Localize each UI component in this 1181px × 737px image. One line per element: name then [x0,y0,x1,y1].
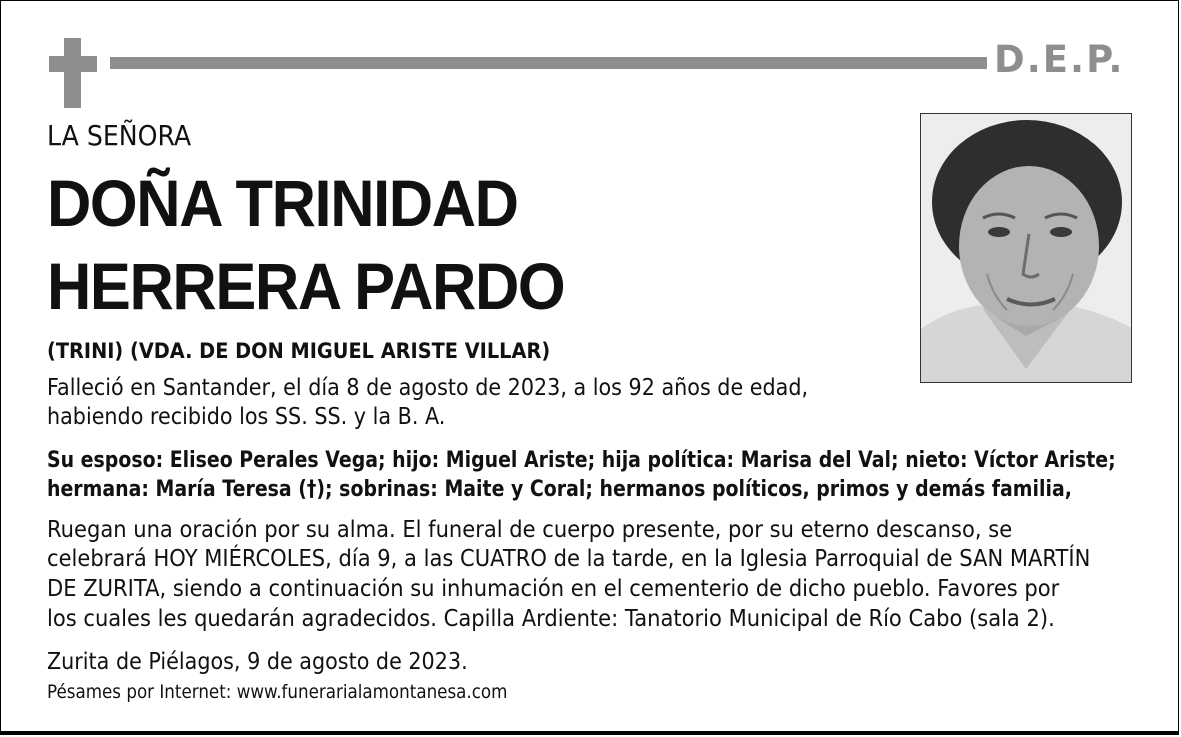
cross-icon [49,38,97,108]
deceased-name-line1: DOÑA TRINIDAD [47,166,518,240]
dep-heading: D.E.P. [994,38,1125,81]
honorific-label: LA SEÑORA [47,119,192,152]
request-line: los cuales les quedarán agradecidos. Capilla Ardiente: Tanatorio Municipal de Río Cabo (sala 2). [47,606,1055,632]
condolences-website: Pésames por Internet: www.funerarialamontanesa.com [47,681,508,703]
request-line: Ruegan una oración por su alma. El funeral de cuerpo presente, por su eterno descanso, se [47,517,1013,543]
deceased-name-line2: HERRERA PARDO [47,249,565,323]
death-text-line: habiendo recibido los SS. SS. y la B. A. [47,404,446,430]
header-rule [110,57,987,69]
family-line: Su esposo: Eliseo Perales Vega; hijo: Miguel Ariste; hija política: Marisa del Val; nieto: Víctor Ariste; [47,448,1116,473]
request-line: DE ZURITA, siendo a continuación su inhumación en el cementerio de dicho pueblo. Favores por [47,576,1060,602]
portrait-photo [920,113,1132,383]
family-line: hermana: María Teresa (†); sobrinas: Maite y Coral; hermanos políticos, primos y demás familia, [47,477,1072,502]
death-text-line: Falleció en Santander, el día 8 de agosto de 2023, a los 92 años de edad, [47,375,809,401]
place-date: Zurita de Piélagos, 9 de agosto de 2023. [47,649,468,675]
nickname-widow-line: (TRINI) (VDA. DE DON MIGUEL ARISTE VILLAR) [47,339,551,363]
request-line: celebrará HOY MIÉRCOLES, día 9, a las CUATRO de la tarde, en la Iglesia Parroquial de SAN MARTÍN [47,546,1091,572]
